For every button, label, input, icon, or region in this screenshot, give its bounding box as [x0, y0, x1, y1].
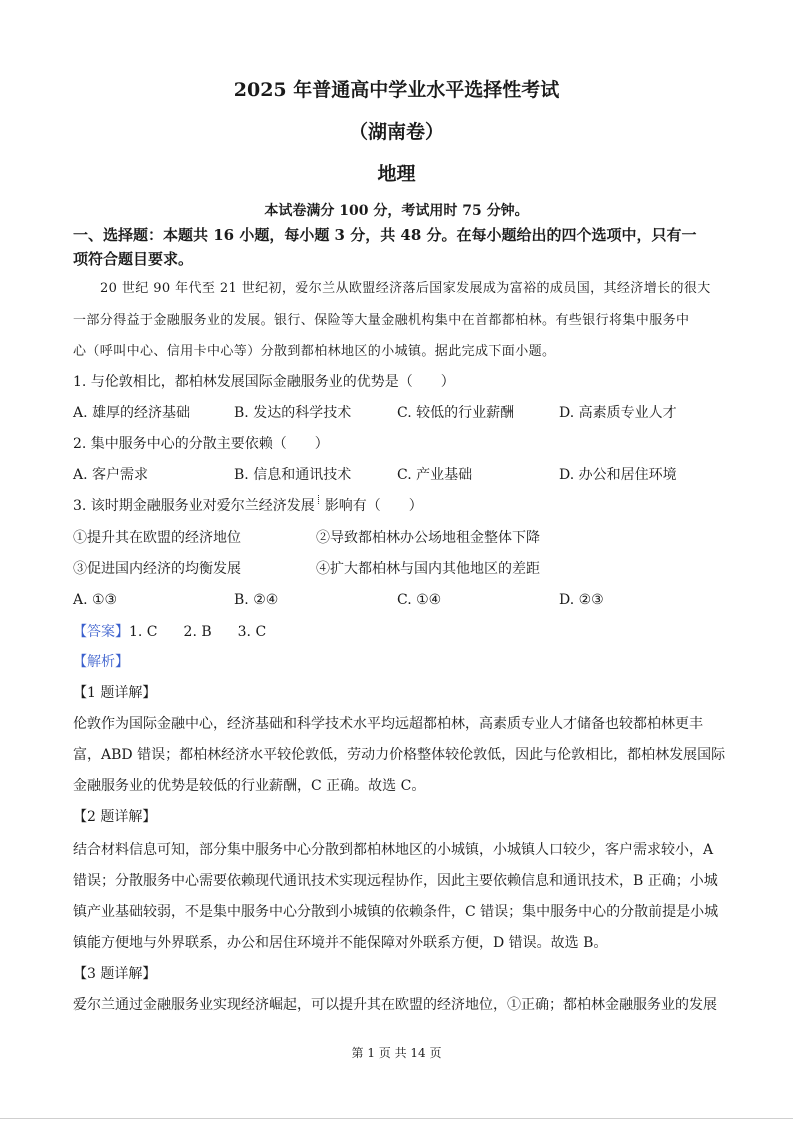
exam-region: （湖南卷） — [348, 121, 444, 143]
question-2-option-a: A. 客户需求 — [73, 467, 149, 483]
question-3-statement-2: ②导致都柏林办公场地租金整体下降 — [316, 530, 540, 546]
answer-1: 1. C — [129, 624, 158, 640]
answer-label: 【答案】 — [73, 624, 129, 640]
section-heading-line1: 一、选择题：本题共 16 小题，每小题 3 分，共 48 分。在每小题给出的四个选项中，只有一 — [73, 226, 697, 244]
explanation-1-line: 金融服务业的优势是较低的行业薪酬，C 正确。故选 C。 — [73, 778, 426, 794]
question-3-statement-4: ④扩大都柏林与国内其他地区的差距 — [316, 561, 540, 577]
question-1-option-c: C. 较低的行业薪酬 — [397, 405, 515, 421]
explanation-1-heading: 【1 题详解】 — [73, 685, 157, 701]
answer-row — [73, 623, 266, 641]
text-cursor-mark — [318, 495, 322, 504]
question-1-option-d: D. 高素质专业人才 — [559, 405, 677, 421]
question-3-statement-3: ③促进国内经济的均衡发展 — [73, 561, 241, 577]
explanation-2-line: 错误；分散服务中心需要依赖现代通讯技术实现远程协作，因此主要依赖信息和通讯技术，B 正确；小城 — [73, 873, 718, 889]
explanation-1-line: 伦敦作为国际金融中心，经济基础和科学技术水平均远超都柏林，高素质专业人才储备也较都柏林更丰 — [73, 716, 703, 732]
explanation-2-line: 镇产业基础较弱，不是集中服务中心分散到小城镇的依赖条件，C 错误；集中服务中心的分散前提是小城 — [73, 904, 719, 920]
question-2-option-b: B. 信息和通讯技术 — [234, 467, 352, 483]
explanation-3-line: 爱尔兰通过金融服务业实现经济崛起，可以提升其在欧盟的经济地位，①正确；都柏林金融服务业的发展 — [73, 997, 717, 1013]
question-3-stem — [73, 497, 423, 515]
question-1-stem: 1. 与伦敦相比，都柏林发展国际金融服务业的优势是（ ） — [73, 374, 455, 390]
page-footer: 第 1 页 共 14 页 — [351, 1046, 442, 1060]
question-2-stem: 2. 集中服务中心的分散主要依赖（ ） — [73, 436, 329, 452]
question-2-option-c: C. 产业基础 — [397, 467, 473, 483]
exam-subject: 地理 — [377, 163, 416, 185]
explanation-1-line: 富，ABD 错误；都柏林经济水平较伦敦低，劳动力价格整体较伦敦低，因此与伦敦相比，都柏林发展国际 — [73, 747, 726, 763]
answer-3: 3. C — [237, 624, 267, 640]
question-3-stem-part2: 影响有（ ） — [324, 498, 423, 514]
page-bottom-divider — [0, 1118, 793, 1119]
section-heading-line2: 项符合题目要求。 — [73, 250, 194, 268]
analysis-label: 【解析】 — [73, 654, 129, 670]
question-3-option-c: C. ①④ — [397, 592, 442, 608]
exam-title: 2025 年普通高中学业水平选择性考试 — [233, 79, 560, 101]
explanation-2-line: 结合材料信息可知，部分集中服务中心分散到都柏林地区的小城镇，小城镇人口较少，客户需求较小，A — [73, 842, 714, 858]
question-3-statement-1: ①提升其在欧盟的经济地位 — [73, 530, 241, 546]
question-3-stem-part1: 3. 该时期金融服务业对爱尔兰经济发展 — [73, 498, 315, 514]
question-3-option-d: D. ②③ — [559, 592, 604, 608]
exam-note: 本试卷满分 100 分，考试用时 75 分钟。 — [264, 203, 529, 219]
explanation-2-line: 镇能方便地与外界联系，办公和居住环境并不能保障对外联系方便，D 错误。故选 B。 — [73, 935, 608, 951]
question-1-option-a: A. 雄厚的经济基础 — [73, 405, 191, 421]
material-line2: 一部分得益于金融服务业的发展。银行、保险等大量金融机构集中在首都都柏林。有些银行将集中服务中 — [73, 313, 690, 328]
material-line3: 心（呼叫中心、信用卡中心等）分散到都柏林地区的小城镇。据此完成下面小题。 — [73, 344, 556, 359]
question-3-option-a: A. ①③ — [73, 592, 118, 608]
question-3-option-b: B. ②④ — [234, 592, 279, 608]
explanation-3-heading: 【3 题详解】 — [73, 966, 157, 982]
question-1-option-b: B. 发达的科学技术 — [234, 405, 352, 421]
explanation-2-heading: 【2 题详解】 — [73, 809, 157, 825]
question-2-option-d: D. 办公和居住环境 — [559, 467, 677, 483]
answer-2: 2. B — [183, 624, 212, 640]
material-line1: 20 世纪 90 年代至 21 世纪初，爱尔兰从欧盟经济落后国家发展成为富裕的成员国，其经济增长的很大 — [100, 281, 711, 296]
